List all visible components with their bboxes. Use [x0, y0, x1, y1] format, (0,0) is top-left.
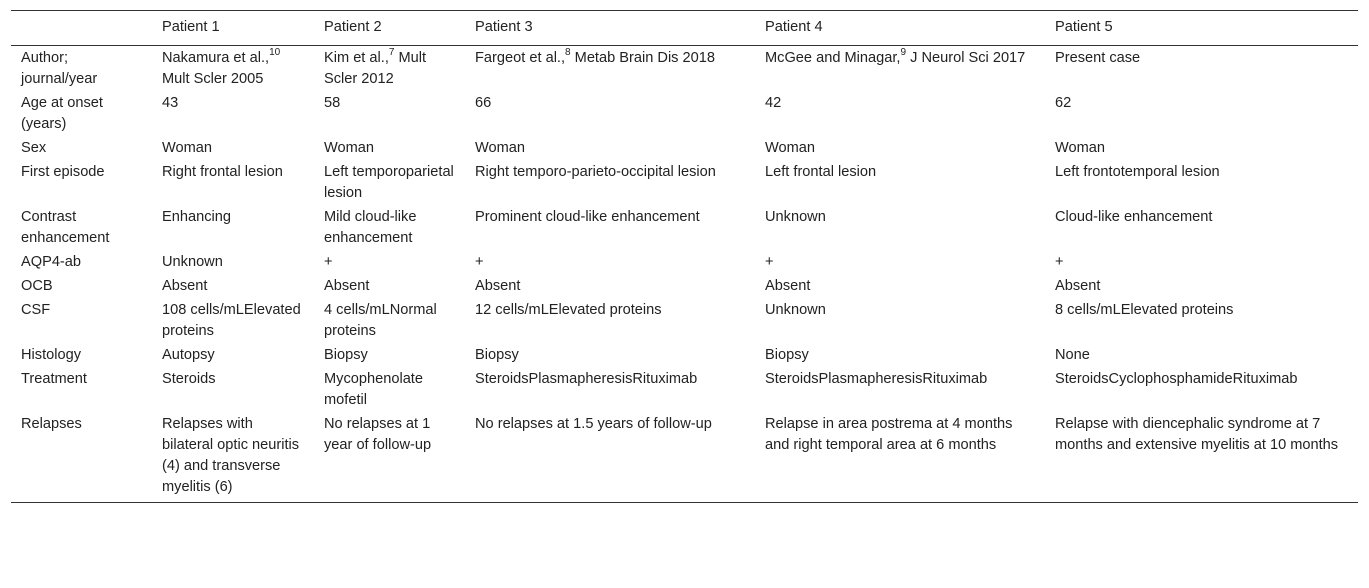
patient-comparison-table — [11, 10, 1358, 503]
cell-author-patient-2 — [314, 46, 465, 93]
row-label: CSF — [21, 302, 51, 318]
table-cell: Woman — [1055, 140, 1106, 156]
table-cell: Right temporo-parieto-occipital lesion — [475, 164, 716, 180]
table-row-relapses — [11, 413, 1358, 503]
table-row-contrast — [11, 206, 1358, 251]
table-cell: 42 — [765, 95, 782, 111]
table-cell: 12 cells/mLElevated proteins — [475, 302, 662, 318]
cell-author-patient-5 — [1045, 46, 1358, 93]
table-cell: Mild cloud-like enhancement — [324, 209, 417, 246]
table-cell: 66 — [475, 95, 492, 111]
header-cell-patient-2: Patient 2 — [314, 11, 465, 46]
header-cell-patient-3: Patient 3 — [465, 11, 755, 46]
table-cell: Autopsy — [162, 347, 215, 363]
table-cell: Left temporoparietal lesion — [324, 164, 454, 201]
table-cell: 4 cells/mLNormal proteins — [324, 302, 437, 339]
table-cell: Woman — [475, 140, 526, 156]
author-text: Present case — [1055, 50, 1141, 66]
table-cell: None — [1055, 347, 1090, 363]
reference-number: 8 — [565, 47, 571, 59]
row-label: OCB — [21, 278, 53, 294]
table-row-sex — [11, 137, 1358, 161]
header-cell-patient-1: Patient 1 — [152, 11, 314, 46]
journal-text: Mult Scler 2005 — [162, 71, 264, 87]
journal-text: J Neurol Sci 2017 — [906, 50, 1026, 66]
table-row-author — [11, 46, 1358, 93]
table-cell: Unknown — [162, 254, 223, 270]
row-label: Age at onset (years) — [21, 95, 103, 132]
header-cell-patient-5: Patient 5 — [1045, 11, 1358, 46]
table-row-first-episode — [11, 161, 1358, 206]
table-cell: Enhancing — [162, 209, 231, 225]
row-label: Relapses — [11, 413, 152, 503]
table-cell: Prominent cloud-like enhancement — [475, 209, 700, 225]
table-cell: Cloud-like enhancement — [1055, 209, 1213, 225]
reference-number: 9 — [900, 47, 907, 59]
table-cell: Woman — [765, 140, 816, 156]
table-row-ocb — [11, 275, 1358, 299]
header-cell-empty — [11, 11, 152, 46]
table-cell: No relapses at 1.5 years of follow-up — [465, 413, 755, 503]
table-body — [11, 46, 1358, 503]
table-cell: Left frontotemporal lesion — [1055, 164, 1220, 180]
cell-author-patient-4 — [755, 46, 1045, 93]
author-text: Fargeot et al., — [475, 50, 566, 66]
table-cell: Relapse in area postrema at 4 months and right temporal area at 6 months — [755, 413, 1045, 503]
journal-text: Metab Brain Dis 2018 — [570, 50, 716, 66]
table-cell: Woman — [162, 140, 213, 156]
table-cell: Absent — [324, 278, 370, 294]
table-cell: + — [1055, 254, 1064, 270]
table-cell: Biopsy — [765, 347, 809, 363]
table-cell: Mycophenolate mofetil — [324, 371, 423, 408]
table-cell: Steroids — [162, 371, 216, 387]
table-cell: + — [475, 254, 484, 270]
header-cell-patient-4: Patient 4 — [755, 11, 1045, 46]
table-cell: SteroidsPlasmapheresisRituximab — [765, 371, 988, 387]
table-cell: SteroidsPlasmapheresisRituximab — [475, 371, 698, 387]
reference-number: 10 — [269, 47, 281, 59]
table-cell: Unknown — [765, 209, 826, 225]
author-text: Nakamura et al., — [162, 50, 270, 66]
table-header — [11, 11, 1358, 46]
table-row-csf — [11, 299, 1358, 344]
table-cell: Absent — [162, 278, 208, 294]
table-cell: Unknown — [765, 302, 826, 318]
table-cell: Absent — [475, 278, 521, 294]
row-label: Author; journal/year — [21, 50, 98, 87]
table-cell: 8 cells/mLElevated proteins — [1055, 302, 1234, 318]
table-row-aqp4 — [11, 251, 1358, 275]
table-cell: Relapses with bilateral optic neuritis (4) and transverse myelitis (6) — [152, 413, 314, 503]
reference-number: 7 — [388, 47, 395, 59]
table-cell: Biopsy — [324, 347, 368, 363]
table-row-treatment — [11, 368, 1358, 413]
table-cell: Right frontal lesion — [162, 164, 283, 180]
header-row — [11, 11, 1358, 46]
table-cell: No relapses at 1 year of follow-up — [314, 413, 465, 503]
row-label: Treatment — [21, 371, 87, 387]
table-cell: Absent — [765, 278, 811, 294]
table-cell: 58 — [324, 95, 341, 111]
table-cell: 62 — [1055, 95, 1072, 111]
table-row-histology — [11, 344, 1358, 368]
journal-text: Mult Scler 2012 — [324, 50, 427, 87]
table-cell: Biopsy — [475, 347, 519, 363]
table-cell: Woman — [324, 140, 375, 156]
author-text: McGee and Minagar, — [765, 50, 901, 66]
row-label: Sex — [21, 140, 47, 156]
table-cell: + — [765, 254, 774, 270]
author-text: Kim et al., — [324, 50, 389, 66]
row-label: Histology — [21, 347, 82, 363]
row-label: First episode — [21, 164, 105, 180]
table-cell: Absent — [1055, 278, 1101, 294]
table-cell: Relapse with diencephalic syndrome at 7 months and extensive myelitis at 10 months — [1045, 413, 1358, 503]
cell-author-patient-1 — [152, 46, 314, 93]
table-cell: Left frontal lesion — [765, 164, 877, 180]
table-cell: 108 cells/mLElevated proteins — [162, 302, 301, 339]
table-cell: + — [324, 254, 333, 270]
table-row-age — [11, 92, 1358, 137]
row-label: AQP4-ab — [21, 254, 82, 270]
row-label: Contrast enhancement — [21, 209, 110, 246]
cell-author-patient-3 — [465, 46, 755, 93]
table-cell: SteroidsCyclophosphamideRituximab — [1055, 371, 1298, 387]
table-cell: 43 — [162, 95, 179, 111]
